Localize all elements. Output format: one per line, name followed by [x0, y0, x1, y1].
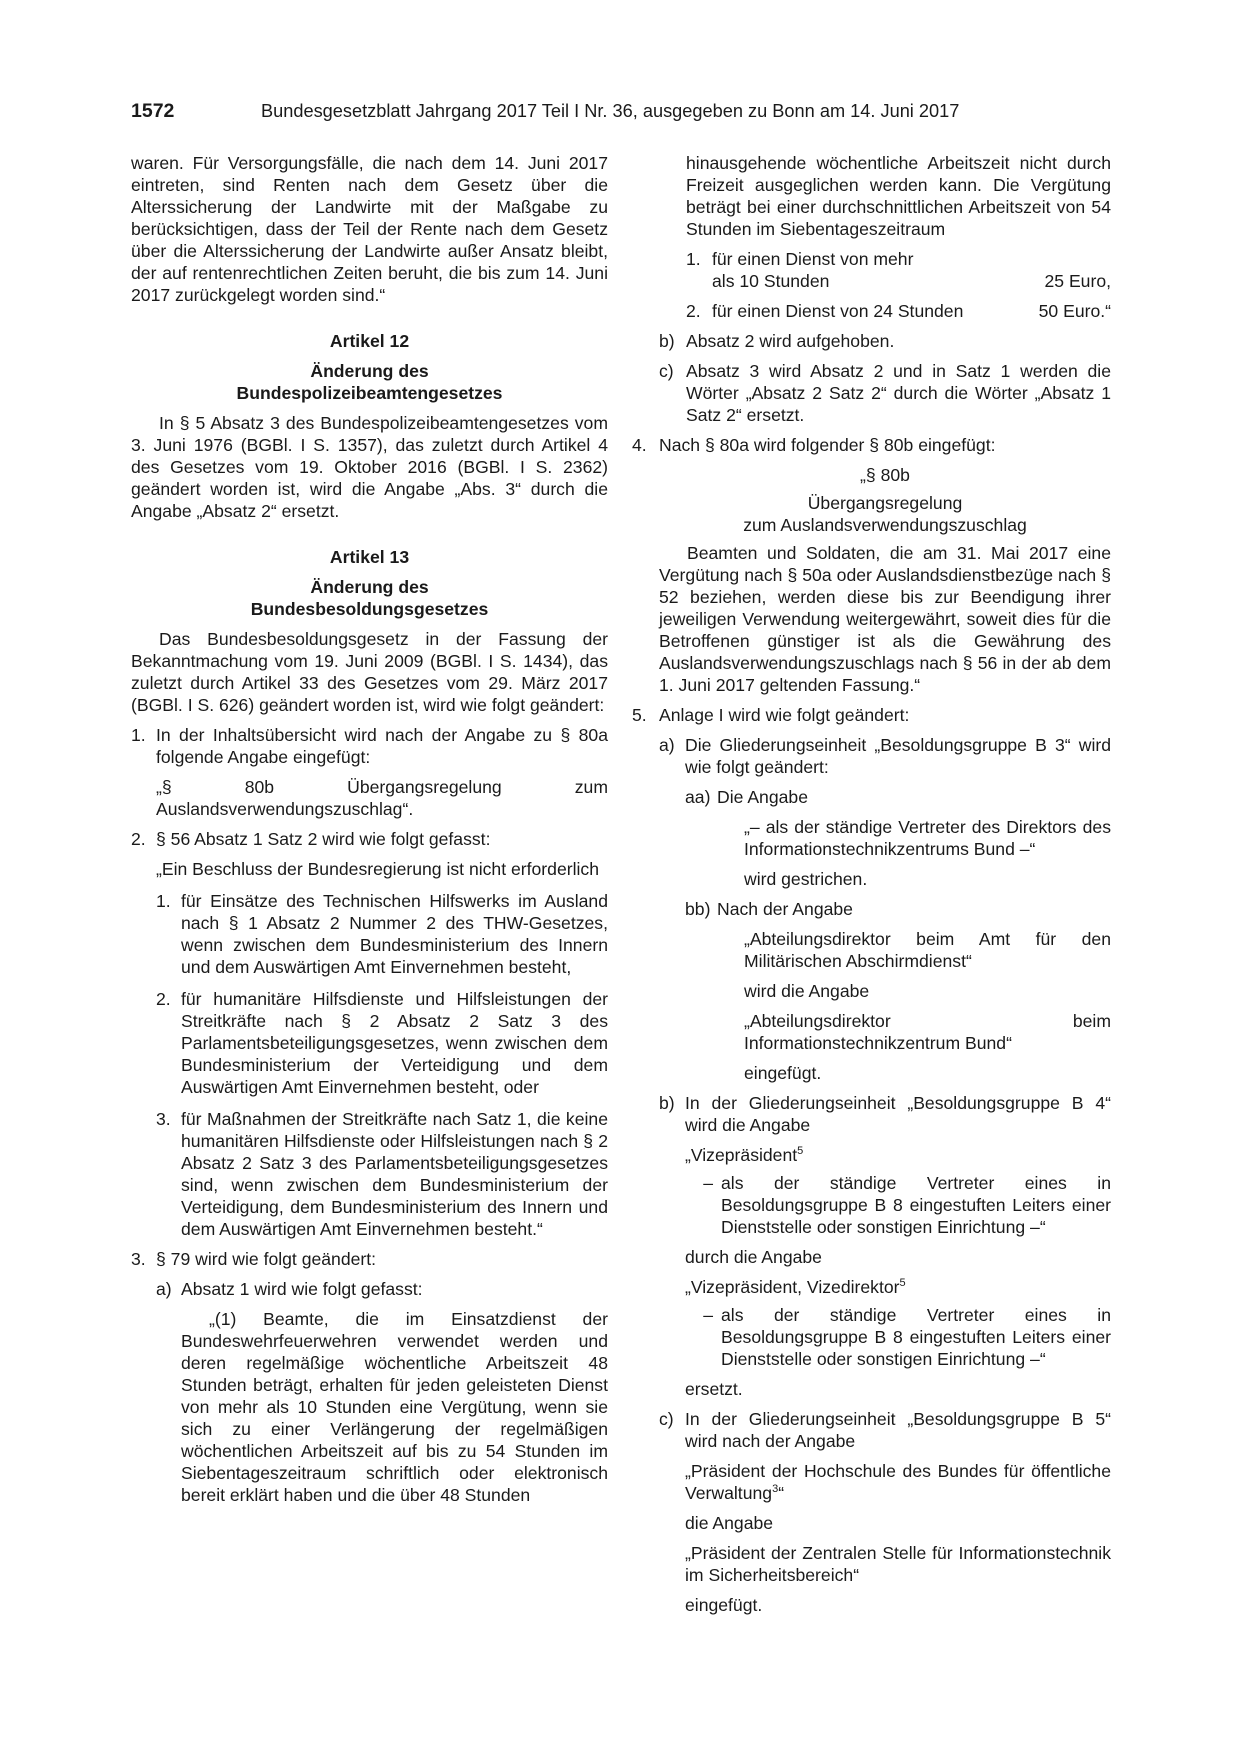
list-item: 1. für Einsätze des Technischen Hilfswerks im Ausland nach § 1 Absatz 2 Nummer 2 des THW-Gesetzes, wenn zwischen dem Bundesministerium des Innern und dem Auswärtigen Amt Einvernehmen besteht,: [156, 891, 608, 977]
quote: „Präsident der Zentralen Stelle für Informationstechnik im Sicherheitsbereich“: [685, 1543, 1111, 1585]
list-item: c) In der Gliederungseinheit „Besoldungsgruppe B 5“ wird nach der Angabe „Präsident der Hochschule des Bundes für öffentliche Verwaltung$^3$“ die Angabe „Präsident der Zentralen Stelle für Informationstechnik im Sicherheitsbereich“ eingefügt.: [659, 1409, 1111, 1615]
running-head: Bundesgesetzblatt Jahrgang 2017 Teil I Nr. 36, ausgegeben zu Bonn am 14. Juni 2017: [261, 101, 960, 121]
quote: „§ 80b Übergangsregelung zum Auslandsverwendungszuschlag“.: [156, 777, 608, 819]
section-number: „§ 80b: [860, 465, 910, 485]
footnote-ref: 3: [772, 1483, 779, 1496]
article-13-number: Artikel 13: [329, 547, 410, 567]
footnote-ref: 5: [797, 1145, 804, 1158]
quote: „– als der ständige Vertreter des Direktors des Informationstechnikzentrums Bund –“: [744, 817, 1111, 859]
list-item: bb) Nach der Angabe „Abteilungsdirektor beim Amt für den Militärischen Abschirmdienst“ wird die Angabe „Abteilungsdirektor beim Informationstechnikzentrum Bund“ eingefügt.: [685, 899, 1111, 1083]
list-item: b) In der Gliederungseinheit „Besoldungsgruppe B 4“ wird die Angabe „Vizepräsident$^5$ – als der ständige Vertreter eines in Besoldungsgruppe B 8 eingestuften Leiters einer Dienststelle oder sonstigen Einrichtung –“ durch die Angabe „Vizepräsident, Vizedirektor$^5$ – als der ständige Vertreter eines in Besoldungsgruppe B 8 eingestuften Leiters einer Dienststelle oder sonstigen Einrichtung –“ ersetzt.: [659, 1093, 1111, 1399]
quote: „Vizepräsident$^5$: [685, 1145, 804, 1165]
quote: „Ein Beschluss der Bundesregierung ist nicht erforderlich: [156, 859, 599, 879]
article-12-title-line2: Bundespolizeibeamtengesetzes: [236, 383, 503, 403]
list-item: 5. Anlage I wird wie folgt geändert: a) Die Gliederungseinheit „Besoldungsgruppe B 3“ wird wie folgt geändert: aa) Die Angabe „– als der ständige Vertreter des Direktors des Informationstechnikzentrums Bund –“ wird gestrichen. bb) Nach der Angabe „Abteilungsdirektor beim Amt für den Militärischen Abschirmdienst“ wird die Angabe „Abteilungsdirektor beim Informationstechnikzentrum Bund“ eingefügt. b) In der Gliederungseinheit „Besoldungsgruppe B 4“ wird die Angabe „Vizepräsident$^5$ – als der ständige Vertreter eines in Besoldungsgruppe B 8 eingestuften Leiters einer Dienststelle oder sonstigen Einrichtung –“ durch die Angabe „Vizepräsident, Vizedirektor$^5$ – als der ständige Vertreter eines in Besoldungsgruppe B 8 eingestuften Leiters einer Dienststelle oder sonstigen Einrichtung –“ ersetzt. c) In der Gliederungseinheit „Besoldungsgruppe B 5“ wird nach der Angabe „Präsident der Hochschule des Bundes für öffentliche Verwaltung$^3$“ die Angabe „Präsident der Zentralen Stelle für Informationstechnik im Sicherheitsbereich“ eingefügt.: [632, 705, 1111, 1615]
article-12-body: In § 5 Absatz 3 des Bundespolizeibeamtengesetzes vom 3. Juni 1976 (BGBl. I S. 1357), das zuletzt durch Artikel 4 des Gesetzes vom 19. Oktober 2016 (BGBl. I S. 2362) geändert worden ist, wird die Angabe „Abs. 3“ durch die Angabe „Absatz 2“ ersetzt.: [131, 413, 608, 521]
list-item: 1. In der Inhaltsübersicht wird nach der Angabe zu § 80a folgende Angabe eingefügt: „§ 80b Übergangsregelung zum Auslandsverwendungszuschlag“.: [131, 725, 608, 819]
list-item: – als der ständige Vertreter eines in Besoldungsgruppe B 8 eingestuften Leiters einer Dienststelle oder sonstigen Einrichtung –“: [703, 1173, 1111, 1237]
article-13-title-line1: Änderung des: [310, 577, 429, 597]
quote: „Abteilungsdirektor beim Amt für den Militärischen Abschirmdienst“: [744, 929, 1111, 971]
article-13-intro: Das Bundesbesoldungsgesetz in der Fassung der Bekanntmachung vom 19. Juni 2009 (BGBl. I S. 1434), das zuletzt durch Artikel 33 des Gesetzes vom 29. März 2017 (BGBl. I S. 626) geändert worden ist, wird wie folgt geändert:: [131, 629, 608, 715]
section-title: Übergangsregelung: [807, 493, 963, 513]
payment-row: 1. für einen Dienst von mehr als 10 Stunden 25 Euro,: [686, 249, 1111, 291]
footnote-ref: 5: [899, 1277, 906, 1290]
list-item: 3. für Maßnahmen der Streitkräfte nach Satz 1, die keine humanitären Hilfsdienste oder Hilfsleistungen nach § 2 Absatz 2 Satz 3 des Parlamentsbeteiligungsgesetzes sind, wenn zwischen dem Bundesministerium der Verteidigung, dem Bundesministerium des Innern und dem Auswärtigen Amt Einvernehmen besteht.“: [156, 1109, 608, 1239]
quote: „Abteilungsdirektor beim Informationstechnikzentrum Bund“: [744, 1011, 1111, 1053]
list-item: 2. für humanitäre Hilfsdienste und Hilfsleistungen der Streitkräfte nach § 2 Absatz 2 Satz 3 des Parlamentsbeteiligungsgesetzes, wenn zwischen dem Bundesministerium der Verteidigung und dem Auswärtigen Amt Einvernehmen besteht, oder: [156, 989, 608, 1097]
article-12-title-line1: Änderung des: [310, 361, 429, 381]
list-item: 2. § 56 Absatz 1 Satz 2 wird wie folgt gefasst: „Ein Beschluss der Bundesregierung ist nicht erforderlich 1. für Einsätze des Technischen Hilfswerks im Ausland nach § 1 Absatz 2 Nummer 2 des THW-Gesetzes, wenn zwischen dem Bundesministerium des Innern und dem Auswärtigen Amt Einvernehmen besteht, 2. für humanitäre Hilfsdienste und Hilfsleistungen der Streitkräfte nach § 2 Absatz 2 Satz 3 des Parlamentsbeteiligungsgesetzes, wenn zwischen dem Bundesministerium der Verteidigung und dem Auswärtigen Amt Einvernehmen besteht, oder 3. für Maßnahmen der Streitkräfte nach Satz 1, die keine humanitären Hilfsdienste oder Hilfsleistungen nach § 2 Absatz 2 Satz 3 des Parlamentsbeteiligungsgesetzes sind, wenn zwischen dem Bundesministerium der Verteidigung, dem Bundesministerium des Innern und dem Auswärtigen Amt Einvernehmen besteht.“: [131, 829, 608, 1239]
list-item: aa) Die Angabe „– als der ständige Vertreter des Direktors des Informationstechnikzentrums Bund –“ wird gestrichen.: [685, 787, 1111, 889]
quote: „Vizepräsident, Vizedirektor$^5$: [685, 1277, 906, 1297]
quote: „(1) Beamte, die im Einsatzdienst der Bundeswehrfeuerwehren verwendet werden und deren regelmäßige wöchentliche Arbeitszeit 48 Stunden beträgt, erhalten für jeden geleisteten Dienst von mehr als 10 Stunden eine Vergütung, wenn sie sich zu einer Verlängerung der regelmäßigen wöchentlichen Arbeitszeit auf bis zu 54 Stunden im Siebentageszeitraum schriftlich oder elektronisch bereit erklärt haben und die über 48 Stunden: [181, 1309, 608, 1505]
payment-row: 2. für einen Dienst von 24 Stunden 50 Euro.“: [686, 301, 1111, 321]
list-item: c) Absatz 3 wird Absatz 2 und in Satz 1 werden die Wörter „Absatz 2 Satz 2“ durch die Wörter „Absatz 1 Satz 2“ ersetzt.: [659, 361, 1111, 425]
list-item: a) Die Gliederungseinheit „Besoldungsgruppe B 3“ wird wie folgt geändert: aa) Die Angabe „– als der ständige Vertreter des Direktors des Informationstechnikzentrums Bund –“ wird gestrichen. bb) Nach der Angabe „Abteilungsdirektor beim Amt für den Militärischen Abschirmdienst“ wird die Angabe „Abteilungsdirektor beim Informationstechnikzentrum Bund“ eingefügt.: [659, 735, 1111, 1083]
list-item: 3. § 79 wird wie folgt geändert: a) Absatz 1 wird wie folgt gefasst: „(1) Beamte, die im Einsatzdienst der Bundeswehrfeuerwehren verwendet werden und deren regelmäßige wöchentliche Arbeitszeit 48 Stunden beträgt, erhalten für jeden geleisteten Dienst von mehr als 10 Stunden eine Vergütung, wenn sie sich zu einer Verlängerung der regelmäßigen wöchentlichen Arbeitszeit auf bis zu 54 Stunden im Siebentageszeitraum schriftlich oder elektronisch bereit erklärt haben und die über 48 Stunden: [131, 1249, 608, 1505]
paragraph-continuation: hinausgehende wöchentliche Arbeitszeit nicht durch Freizeit ausgeglichen werden kann. Die Vergütung beträgt bei einer durchschnittlichen Arbeitszeit von 54 Stunden im Siebentageszeitraum: [686, 153, 1111, 239]
section-body: Beamten und Soldaten, die am 31. Mai 2017 eine Vergütung nach § 50a oder Auslandsdienstbezüge nach § 52 beziehen, werden diese bis zur Beendigung ihrer jeweiligen Verwendung weitergewährt, soweit dies für die Betroffenen günstiger ist als die Gewährung des Auslandsverwendungszuschlags nach § 56 in der ab dem 1. Juni 2017 geltenden Fassung.“: [659, 543, 1111, 695]
quote: „Präsident der Hochschule des Bundes für öffentliche Verwaltung$^3$“: [685, 1461, 1111, 1503]
right-column: [632, 152, 1111, 1616]
list-item: b) Absatz 2 wird aufgehoben.: [659, 331, 895, 351]
section-title: zum Auslandsverwendungszuschlag: [743, 515, 1027, 535]
article-12-number: Artikel 12: [329, 331, 410, 351]
page-header: [131, 98, 1091, 128]
list-item: – als der ständige Vertreter eines in Besoldungsgruppe B 8 eingestuften Leiters einer Dienststelle oder sonstigen Einrichtung –“: [703, 1305, 1111, 1369]
article-13-title-line2: Bundesbesoldungsgesetzes: [250, 599, 489, 619]
page-number: 1572: [131, 100, 175, 122]
paragraph-continuation: waren. Für Versorgungsfälle, die nach dem 14. Juni 2017 eintreten, sind Renten nach dem Gesetz über die Alterssicherung der Landwirte mit der Maßgabe zu berücksichtigen, dass der Teil der Rente nach dem Gesetz über die Alterssicherung der Landwirte außer Ansatz bleibt, der auf rentenrechtlichen Zeiten beruht, die bis zum 14. Juni 2017 zurückgelegt worden sind.“: [131, 153, 608, 305]
left-column: [131, 152, 608, 1506]
list-item: a) Absatz 1 wird wie folgt gefasst: „(1) Beamte, die im Einsatzdienst der Bundeswehrfeuerwehren verwendet werden und deren regelmäßige wöchentliche Arbeitszeit 48 Stunden beträgt, erhalten für jeden geleisteten Dienst von mehr als 10 Stunden eine Vergütung, wenn sie sich zu einer Verlängerung der regelmäßigen wöchentlichen Arbeitszeit auf bis zu 54 Stunden im Siebentageszeitraum schriftlich oder elektronisch bereit erklärt haben und die über 48 Stunden: [156, 1279, 608, 1505]
list-item: 4. Nach § 80a wird folgender § 80b eingefügt: „§ 80b Übergangsregelung zum Auslandsverwendungszuschlag Beamten und Soldaten, die am 31. Mai 2017 eine Vergütung nach § 50a oder Auslandsdienstbezüge nach § 52 beziehen, werden diese bis zur Beendigung ihrer jeweiligen Verwendung weitergewährt, soweit dies für die Betroffenen günstiger ist als die Gewährung des Auslandsverwendungszuschlags nach § 56 in der ab dem 1. Juni 2017 geltenden Fassung.“: [632, 435, 1111, 695]
